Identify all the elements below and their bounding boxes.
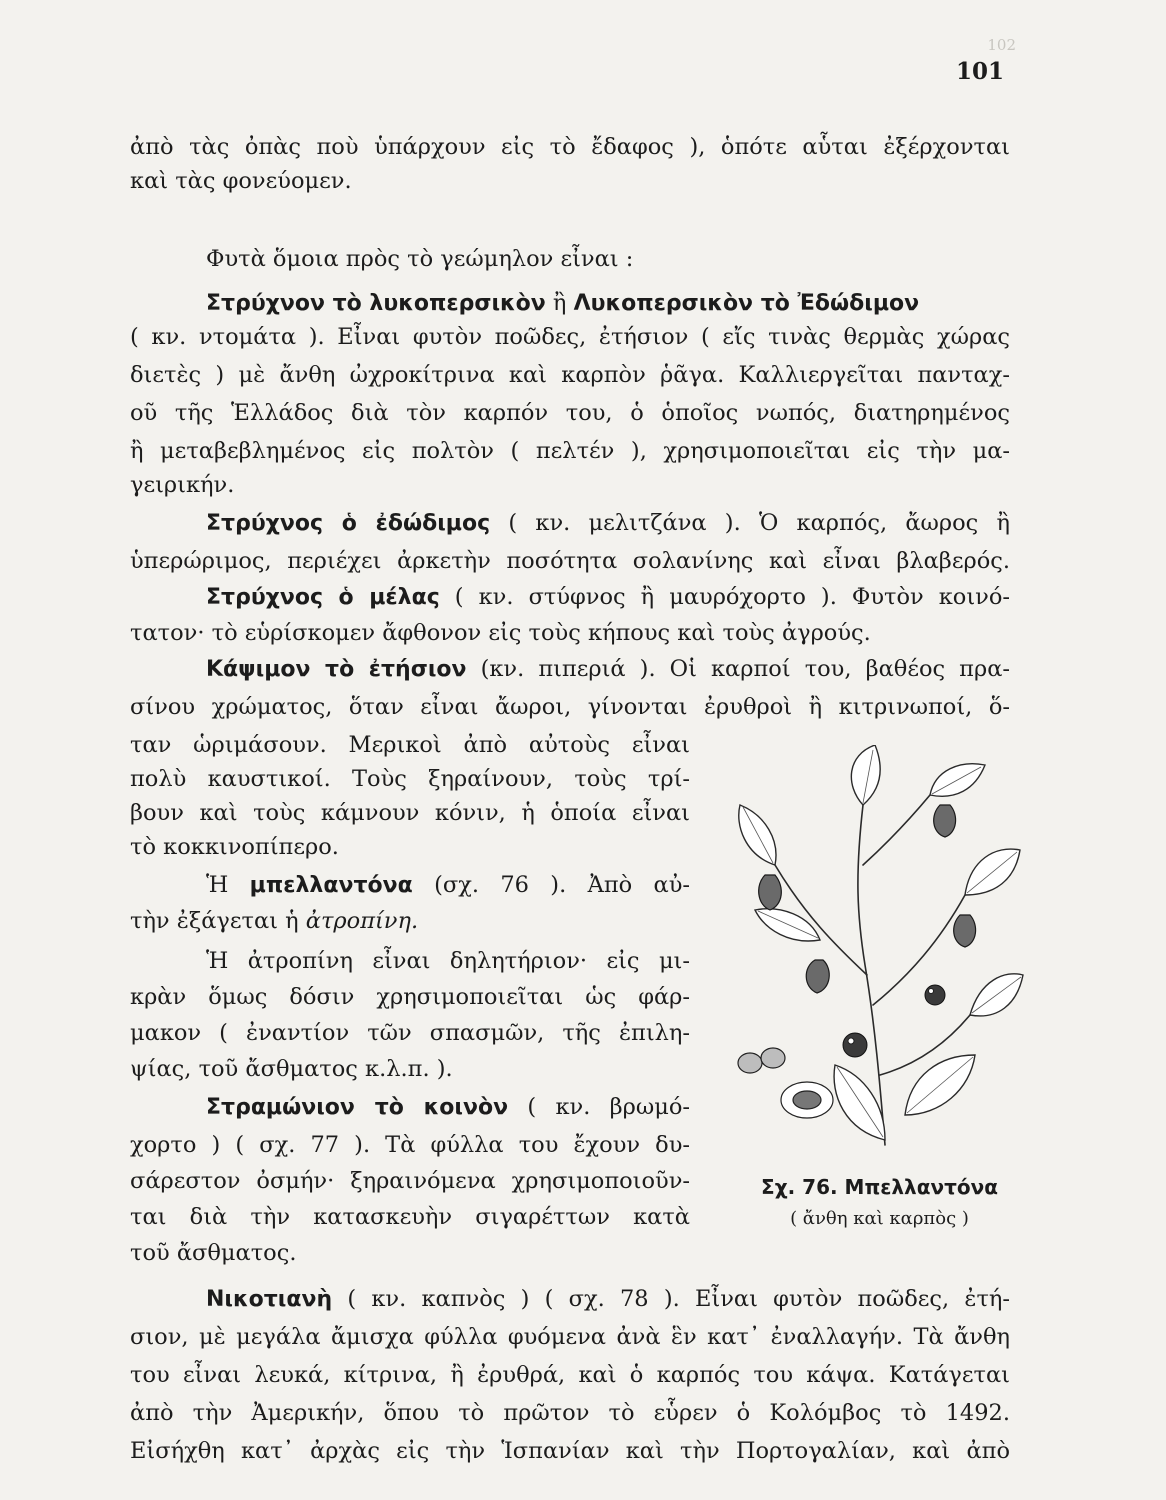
- term-lycopersicum: Στρύχνον τὸ λυκοπερσικὸν: [206, 291, 546, 316]
- text-line: ἀπὸ τὴν Ἀμερικήν, ὅπου τὸ πρῶτον τὸ εὗρεν ὁ Κολόμβος τὸ 1492.: [130, 1400, 1010, 1426]
- term-belladonna: μπελλαντόνα: [249, 873, 413, 898]
- text-line: διετὲς ) μὲ ἄνθη ὠχροκίτρινα καὶ καρπὸν ῥᾶγα. Καλλιεργεῖται πανταχ-: [130, 362, 1010, 388]
- figure-caption-title: Σχ. 76. Μπελλαντόνα: [761, 1175, 998, 1199]
- figure-caption-subtitle: ( ἄνθη καὶ καρπὸς ): [790, 1208, 969, 1229]
- text-line: σάρεστον ὀσμήν· ξηραινόμενα χρησιμοποιοῦν-: [130, 1168, 690, 1194]
- term-atropine: ἀτροπίνη.: [305, 908, 419, 934]
- text-line: Κάψιμον τὸ ἐτήσιον (κν. πιπεριά ). Οἱ καρποί του, βαθέος πρα-: [206, 656, 1010, 682]
- text-line: Ἡ μπελλαντόνα (σχ. 76 ). Ἀπὸ αὐ-: [206, 872, 690, 898]
- page-number: 101: [955, 58, 1004, 85]
- text-line: σίνου χρώματος, ὅταν εἶναι ἄωροι, γίνονται ἐρυθροὶ ἢ κιτρινωποί, ὅ-: [130, 694, 1010, 720]
- belladonna-illustration: [735, 745, 1025, 1165]
- text-line: ταν ὡριμάσουν. Μερικοὶ ἀπὸ αὐτοὺς εἶναι: [130, 732, 690, 758]
- term-capsicum: Κάψιμον τὸ ἐτήσιον: [206, 657, 467, 682]
- term-datura: Στραμώνιον τὸ κοινὸν: [206, 1095, 509, 1120]
- text-line: ἢ μεταβεβλημένος εἰς πολτὸν ( πελτέν ), χρησιμοποιεῖται εἰς τὴν μα-: [130, 438, 1010, 464]
- text-line: πολὺ καυστικοί. Τοὺς ξηραίνουν, τοὺς τρί-: [130, 766, 690, 792]
- text-line: τὸ κοκκινοπίπερο.: [130, 834, 339, 860]
- text-line: ψίας, τοῦ ἄσθματος κ.λ.π. ).: [130, 1056, 453, 1082]
- text-line: οῦ τῆς Ἑλλάδος διὰ τὸν καρπόν του, ὁ ὁποῖος νωπός, διατηρημένος: [130, 400, 1010, 426]
- text-line: κρὰν ὅμως δόσιν χρησιμοποιεῖται ὡς φάρ-: [130, 984, 690, 1010]
- text-line: Στρύχνος ὁ μέλας ( κν. στύφνος ἢ μαυρόχορτο ). Φυτὸν κοινό-: [206, 584, 1010, 610]
- text-line: Ἡ ἀτροπίνη εἶναι δηλητήριον· εἰς μι-: [206, 948, 690, 974]
- text-line: ὑπερώριμος, περιέχει ἀρκετὴν ποσότητα σολανίνης καὶ εἶναι βλαβερός.: [130, 548, 1010, 574]
- text-line: του εἶναι λευκά, κίτρινα, ἢ ἐρυθρά, καὶ ὁ καρπός του κάψα. Κατάγεται: [130, 1362, 1010, 1388]
- text-line: ται διὰ τὴν κατασκευὴν σιγαρέττων κατὰ: [130, 1204, 690, 1230]
- text-line: Νικοτιανὴ ( κν. καπνὸς ) ( σχ. 78 ). Εἶναι φυτὸν ποῶδες, ἐτή-: [206, 1286, 1010, 1312]
- text-line: τοῦ ἄσθματος.: [130, 1240, 297, 1266]
- bleed-through-page-number: 102: [987, 36, 1016, 54]
- text-line: ( κν. ντομάτα ). Εἶναι φυτὸν ποῶδες, ἐτήσιον ( εἴς τινὰς θερμὰς χώρας: [130, 324, 1010, 350]
- heading-line: Στρύχνον τὸ λυκοπερσικὸν ἢ Λυκοπερσικὸν τὸ Ἐδώδιμον: [206, 290, 920, 316]
- text-line: Στραμώνιον τὸ κοινὸν ( κν. βρωμό-: [206, 1094, 690, 1120]
- text-line: Φυτὰ ὅμοια πρὸς τὸ γεώμηλον εἶναι :: [206, 246, 634, 272]
- text-line: χορτο ) ( σχ. 77 ). Τὰ φύλλα του ἔχουν δυ-: [130, 1132, 690, 1158]
- text-line: σιον, μὲ μεγάλα ἄμισχα φύλλα φυόμενα ἀνὰ ἓν κατ᾽ ἐναλλαγήν. Τὰ ἄνθη: [130, 1324, 1010, 1350]
- text-line: καὶ τὰς φονεύομεν.: [130, 168, 352, 194]
- term-lycopersicum-edible: Λυκοπερσικὸν τὸ Ἐδώδιμον: [573, 291, 920, 316]
- text-line: μακον ( ἐναντίον τῶν σπασμῶν, τῆς ἐπιλη-: [130, 1020, 690, 1046]
- text-line: Εἰσήχθη κατ᾽ ἀρχὰς εἰς τὴν Ἱσπανίαν καὶ τὴν Πορτογαλίαν, καὶ ἀπὸ: [130, 1438, 1010, 1464]
- term-eggplant: Στρύχνος ὁ ἐδώδιμος: [206, 511, 491, 536]
- text-line: βουν καὶ τοὺς κάμνουν κόνιν, ἡ ὁποία εἶναι: [130, 800, 690, 826]
- text-line: γειρικήν.: [130, 472, 235, 498]
- term-nightshade: Στρύχνος ὁ μέλας: [206, 585, 440, 610]
- text-line: τὴν ἐξάγεται ἡ ἀτροπίνη.: [130, 908, 419, 934]
- text-line: Στρύχνος ὁ ἐδώδιμος ( κν. μελιτζάνα ). Ὁ καρπός, ἄωρος ἢ: [206, 510, 1010, 536]
- figure-caption: [742, 1171, 1017, 1235]
- term-nicotiana: Νικοτιανὴ: [206, 1287, 333, 1312]
- text-line: τατον· τὸ εὑρίσκομεν ἄφθονον εἰς τοὺς κήπους καὶ τοὺς ἀγρούς.: [130, 620, 871, 646]
- text-line: ἀπὸ τὰς ὀπὰς ποὺ ὑπάρχουν εἰς τὸ ἔδαφος ), ὁπότε αὗται ἐξέρχονται: [130, 134, 1010, 160]
